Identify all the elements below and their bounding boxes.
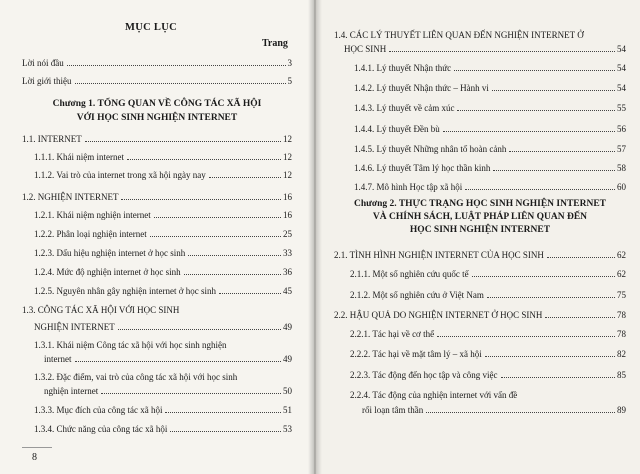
- entry-page: 85: [617, 370, 626, 380]
- entry-page: 25: [283, 229, 292, 239]
- entry-label: 2.1.1. Một số nghiên cứu quốc tế: [350, 269, 469, 279]
- leader-dots: [85, 141, 281, 142]
- entry-page: 51: [283, 405, 292, 415]
- entry-page: 49: [283, 354, 292, 364]
- leader-dots: [67, 65, 286, 66]
- entry-page: 33: [283, 248, 292, 258]
- toc-entry[interactable]: [344, 44, 626, 55]
- entry-page: 12: [283, 170, 292, 180]
- entry-label: 1.2.5. Nguyên nhân gây nghiện internet ở học sinh: [34, 286, 216, 296]
- toc-entry[interactable]: [22, 192, 292, 203]
- book-gutter: [308, 0, 322, 474]
- leader-dots: [209, 177, 281, 178]
- toc-entry[interactable]: [354, 182, 626, 193]
- entry-label-line1: 1.4. CÁC LÝ THUYẾT LIÊN QUAN ĐẾN NGHIỆN INTERNET Ở: [334, 30, 584, 40]
- leader-dots: [443, 131, 615, 132]
- entry-page: 78: [617, 310, 626, 320]
- leader-dots: [487, 297, 615, 298]
- entry-label-line1: 1.3.2. Đặc điểm, vai trò của công tác xã hội với học sinh: [34, 372, 238, 382]
- leader-dots: [437, 336, 615, 337]
- toc-entry[interactable]: [354, 124, 626, 135]
- toc-heading: MỤC LỤC: [125, 22, 177, 33]
- toc-entry[interactable]: [350, 329, 626, 340]
- entry-page: 58: [617, 163, 626, 173]
- leader-dots: [493, 170, 615, 171]
- toc-entry[interactable]: [350, 290, 626, 301]
- leader-dots: [545, 317, 615, 318]
- leader-dots: [426, 412, 615, 413]
- toc-entry[interactable]: [34, 322, 292, 333]
- entry-label: 2.2.3. Tác động đến học tập và công việc: [350, 370, 498, 380]
- toc-entry[interactable]: [34, 405, 292, 416]
- leader-dots: [454, 70, 615, 71]
- entry-page: 55: [617, 103, 626, 113]
- leader-dots: [485, 356, 615, 357]
- entry-label: 1.4.2. Lý thuyết Nhận thức – Hành vi: [354, 83, 489, 93]
- entry-page: 54: [617, 83, 626, 93]
- leader-dots: [219, 293, 281, 294]
- entry-label-line1: 1.3. CÔNG TÁC XÃ HỘI VỚI HỌC SINH: [22, 305, 180, 315]
- entry-label-line1: 2.2.4. Tác động của nghiện internet với vấn đề: [350, 390, 518, 400]
- leader-dots: [457, 110, 615, 111]
- entry-label: Lời giới thiệu: [22, 76, 72, 86]
- entry-label: nghiện internet: [44, 386, 99, 396]
- toc-entry[interactable]: [22, 58, 292, 69]
- entry-label: 1.2.4. Mức độ nghiện internet ở học sinh: [34, 267, 181, 277]
- entry-label: 1.4.5. Lý thuyết Những nhân tố hoàn cảnh: [354, 144, 507, 154]
- entry-label: 1.3.4. Chức năng của công tác xã hội: [34, 424, 168, 434]
- entry-page: 60: [617, 182, 626, 192]
- toc-entry[interactable]: [34, 229, 292, 240]
- chapter-title-line1: Chương 1. TỔNG QUAN VỀ CÔNG TÁC XÃ HỘI: [52, 99, 262, 109]
- entry-label: 1.2.3. Dấu hiệu nghiện internet ở học sinh: [34, 248, 186, 258]
- toc-entry[interactable]: [34, 286, 292, 297]
- leader-dots: [472, 276, 615, 277]
- entry-label: 1.1. INTERNET: [22, 134, 82, 144]
- toc-entry[interactable]: [34, 210, 292, 221]
- entry-label: 1.4.7. Mô hình Học tập xã hội: [354, 182, 463, 192]
- toc-entry[interactable]: [354, 163, 626, 174]
- entry-label: 1.2.2. Phân loại nghiện internet: [34, 229, 147, 239]
- leader-dots: [501, 377, 615, 378]
- entry-page: 36: [283, 267, 292, 277]
- toc-entry[interactable]: [22, 134, 292, 145]
- toc-entry[interactable]: [354, 83, 626, 94]
- toc-entry[interactable]: [22, 76, 292, 87]
- entry-page: 54: [617, 63, 626, 73]
- leader-dots: [492, 90, 615, 91]
- entry-label: Lời nói đầu: [22, 58, 64, 68]
- entry-label: 2.1.2. Một số nghiên cứu ở Việt Nam: [350, 290, 484, 300]
- entry-page: 75: [617, 290, 626, 300]
- leader-dots: [127, 159, 281, 160]
- toc-entry[interactable]: [362, 405, 626, 416]
- chapter-title-line1: Chương 2. THỰC TRẠNG HỌC SINH NGHIỆN INTERNET: [353, 199, 607, 209]
- entry-page: 56: [617, 124, 626, 134]
- leader-dots: [101, 393, 281, 394]
- entry-label: rối loạn tâm thần: [362, 405, 424, 415]
- entry-page: 49: [283, 322, 292, 332]
- entry-label: 2.2.1. Tác hại về cơ thể: [350, 329, 435, 339]
- toc-entry[interactable]: [334, 250, 626, 261]
- entry-label: NGHIỆN INTERNET: [34, 322, 115, 332]
- leader-dots: [188, 255, 281, 256]
- entry-page: 62: [617, 250, 626, 260]
- toc-entry[interactable]: [350, 269, 626, 280]
- toc-entry[interactable]: [34, 248, 292, 259]
- entry-page: 3: [287, 58, 292, 68]
- entry-label: 1.4.6. Lý thuyết Tâm lý học thần kinh: [354, 163, 491, 173]
- entry-label: 1.2.1. Khái niệm nghiện internet: [34, 210, 151, 220]
- leader-dots: [509, 151, 615, 152]
- entry-label: HỌC SINH: [344, 44, 387, 54]
- entry-page: 12: [283, 152, 292, 162]
- right-page: [314, 0, 640, 474]
- chapter-title-line2: VỚI HỌC SINH NGHIỆN INTERNET: [76, 113, 238, 123]
- entry-page: 53: [283, 424, 292, 434]
- entry-page: 45: [283, 286, 292, 296]
- footer-rule: [22, 447, 52, 448]
- chapter-title-line3: HỌC SINH NGHIỆN INTERNET: [409, 225, 551, 235]
- leader-dots: [389, 51, 615, 52]
- toc-entry[interactable]: [354, 103, 626, 114]
- entry-page: 50: [283, 386, 292, 396]
- leader-dots: [121, 199, 281, 200]
- entry-page: 62: [617, 269, 626, 279]
- entry-page: 12: [283, 134, 292, 144]
- leader-dots: [547, 257, 615, 258]
- entry-label: 1.2. NGHIỆN INTERNET: [22, 192, 119, 202]
- leader-dots: [75, 83, 286, 84]
- toc-entry[interactable]: [350, 349, 626, 360]
- toc-entry[interactable]: [34, 424, 292, 435]
- entry-label-line1: 1.3.1. Khái niệm Công tác xã hội với học sinh nghiện: [34, 340, 227, 350]
- leader-dots: [150, 236, 281, 237]
- toc-entry[interactable]: [34, 267, 292, 278]
- entry-label: 1.1.1. Khái niệm internet: [34, 152, 124, 162]
- entry-page: 89: [617, 405, 626, 415]
- leader-dots: [75, 361, 282, 362]
- entry-page: 16: [283, 210, 292, 220]
- leader-dots: [118, 329, 281, 330]
- toc-entry[interactable]: [34, 152, 292, 163]
- entry-page: 78: [617, 329, 626, 339]
- entry-page: 82: [617, 349, 626, 359]
- entry-label: 1.1.2. Vai trò của internet trong xã hội ngày nay: [34, 170, 206, 180]
- entry-page: 5: [287, 76, 292, 86]
- toc-entry[interactable]: [354, 144, 626, 155]
- entry-page: 54: [617, 44, 626, 54]
- entry-label: 1.3.3. Mục đích của công tác xã hội: [34, 405, 163, 415]
- entry-label: internet: [44, 354, 72, 364]
- left-page: [0, 0, 314, 474]
- toc-entry[interactable]: [334, 310, 626, 321]
- entry-label: 1.4.4. Lý thuyết Đền bù: [354, 124, 440, 134]
- entry-page: 57: [617, 144, 626, 154]
- toc-entry[interactable]: [34, 170, 292, 181]
- entry-label: 1.4.3. Lý thuyết về cảm xúc: [354, 103, 455, 113]
- toc-entry[interactable]: [44, 354, 292, 365]
- leader-dots: [154, 217, 281, 218]
- toc-entry[interactable]: [44, 386, 292, 397]
- entry-label: 2.2.2. Tác hại về mặt tâm lý – xã hội: [350, 349, 482, 359]
- leader-dots: [170, 431, 281, 432]
- page-number: 8: [32, 452, 37, 463]
- toc-entry[interactable]: [350, 370, 626, 381]
- entry-label: 2.1. TÌNH HÌNH NGHIỆN INTERNET CỦA HỌC SINH: [334, 250, 544, 260]
- entry-label: 1.4.1. Lý thuyết Nhận thức: [354, 63, 452, 73]
- leader-dots: [165, 412, 281, 413]
- chapter-title-line2: VÀ CHÍNH SÁCH, LUẬT PHÁP LIÊN QUAN ĐẾN: [372, 212, 588, 222]
- toc-entry[interactable]: [354, 63, 626, 74]
- entry-label: 2.2. HẬU QUẢ DO NGHIỆN INTERNET Ở HỌC SINH: [334, 310, 543, 320]
- page-column-header: Trang: [262, 38, 288, 49]
- entry-page: 16: [283, 192, 292, 202]
- leader-dots: [184, 274, 281, 275]
- leader-dots: [465, 189, 615, 190]
